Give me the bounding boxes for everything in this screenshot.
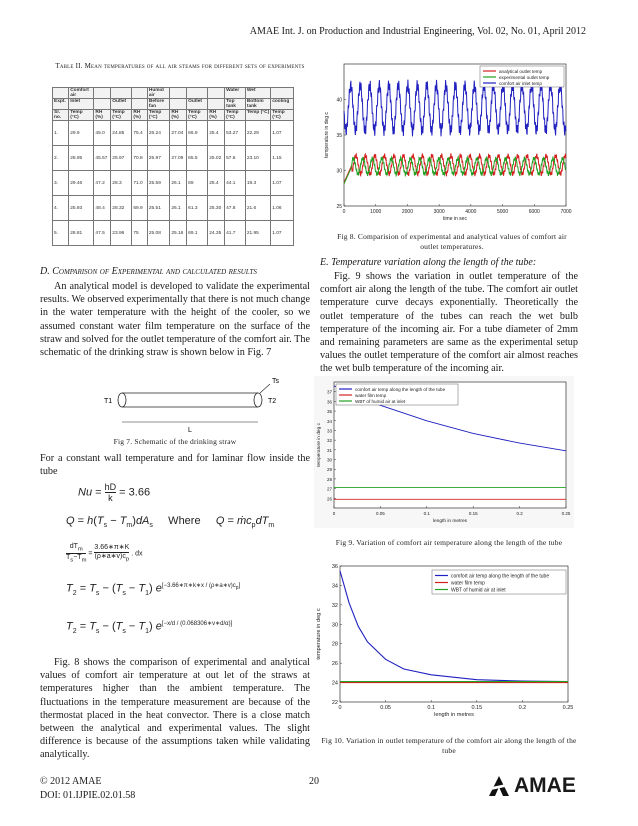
table-cell: [53, 88, 69, 99]
y-tick-label: 22: [331, 700, 338, 706]
table-cell: 53.27: [225, 121, 246, 146]
table-cell: 75: [132, 221, 148, 246]
x-tick-label: 4000: [465, 209, 477, 215]
amae-logo-icon: [488, 775, 510, 797]
table-cell: 75.4: [132, 121, 148, 146]
amae-logo: AMAE: [488, 774, 576, 798]
x-tick-label: 0.1: [423, 511, 430, 516]
y-tick-label: 26: [326, 496, 332, 502]
table-cell: 25.16: [170, 221, 187, 246]
table-cell: Temp (°C): [69, 110, 94, 121]
legend-label: water film temp: [355, 393, 387, 398]
doi: DOI: 01.IJPIE.02.01.58: [40, 790, 136, 801]
table-cell: 19.3: [245, 171, 270, 196]
x-tick-label: 0.05: [376, 511, 385, 516]
table-cell: cooling: [271, 99, 294, 110]
table-cell: RH (%): [94, 110, 111, 121]
table-cell: 25.4: [208, 121, 225, 146]
table-cell: 29.46: [69, 171, 94, 196]
table-cell: 28.32: [111, 196, 132, 221]
table-cell: 22.29: [245, 121, 270, 146]
table-cell: 29.9: [69, 121, 94, 146]
x-tick-label: 0: [332, 511, 336, 516]
fig9-caption: Fig 9. Variation of comfort air temperature along the length of the tube: [335, 538, 563, 547]
table-cell: 70.8: [132, 146, 148, 171]
table-cell: 28.81: [69, 221, 94, 246]
table-cell: 25.97: [111, 146, 132, 171]
table-cell: 1.15: [271, 146, 294, 171]
table-cell: 25.93: [69, 196, 94, 221]
y-tick-label: 28: [331, 641, 338, 648]
table-cell: Temp (°C): [271, 110, 294, 121]
table-cell: 1.07: [271, 221, 294, 246]
y-tick-label: 28: [326, 476, 332, 482]
page-number: 20: [309, 776, 319, 787]
x-tick-label: 0: [342, 209, 346, 215]
table-cell: [132, 88, 148, 99]
table-cell: 23.10: [245, 146, 270, 171]
table-cell: 47.8: [225, 196, 246, 221]
table-cell: [208, 99, 225, 110]
table-cell: [94, 88, 111, 99]
table-cell: [170, 99, 187, 110]
table-cell: 21.95: [245, 221, 270, 246]
table-cell: Wet: [245, 88, 270, 99]
table-cell: 45.57: [94, 146, 111, 171]
legend-label: comfort air temp along the length of the tube: [451, 573, 550, 580]
table-cell: RH (%): [208, 110, 225, 121]
legend-label: analytical outlet temp: [499, 69, 543, 74]
table-cell: [132, 99, 148, 110]
table-cell: [111, 88, 132, 99]
section-e-heading: E. Temperature variation along the length of the tube:: [320, 257, 537, 268]
table-cell: [170, 88, 187, 99]
fig10-chart: [310, 560, 578, 728]
ts-label: Ts: [272, 378, 279, 385]
table-cell: 57.6: [225, 146, 246, 171]
table-cell: 28.3: [111, 171, 132, 196]
table-cell: 69: [187, 171, 208, 196]
copyright: © 2012 AMAE: [40, 776, 102, 787]
x-tick-label: 5000: [497, 209, 509, 215]
table-caption: Table II. Mean temperatures of all air steams for different sets of experiments: [55, 62, 305, 70]
table-cell: 3.: [53, 171, 69, 196]
x-axis-label: length in metres: [432, 519, 468, 524]
table-row: [53, 196, 294, 221]
table-cell: 71.0: [132, 171, 148, 196]
table-cell: Outlet: [187, 99, 208, 110]
x-tick-label: 0.2: [518, 705, 527, 711]
table-row: [53, 171, 294, 196]
x-tick-label: 7000: [560, 209, 572, 215]
x-tick-label: 0.25: [561, 511, 571, 516]
y-tick-label: 36: [331, 564, 338, 570]
table-cell: 25.59: [147, 171, 169, 196]
fig7-caption: Fig 7. Schematic of the drinking straw: [113, 437, 237, 446]
x-tick-label: 3000: [433, 209, 445, 215]
x-tick-label: 2000: [401, 209, 413, 215]
y-tick-label: 40: [336, 97, 342, 104]
y-tick-label: 34: [326, 418, 332, 424]
y-tick-label: 29: [326, 467, 332, 473]
t2-label: T2: [268, 398, 277, 405]
table-row: [53, 99, 294, 110]
legend-label: comfort air inlet temp: [499, 81, 542, 86]
table-cell: 28.95: [69, 146, 94, 171]
table-cell: 65.5: [187, 146, 208, 171]
y-tick-label: 30: [336, 168, 342, 175]
table-cell: 1.06: [271, 196, 294, 221]
table-cell: Temp (°C): [111, 110, 132, 121]
table-cell: 24.85: [111, 121, 132, 146]
table-cell: Outlet: [111, 99, 132, 110]
y-tick-label: 36: [326, 399, 332, 405]
table-cell: 69.1: [187, 221, 208, 246]
table-cell: 25.02: [208, 146, 225, 171]
legend-label: WBT of humid air at inlet: [355, 399, 406, 404]
table-cell: Top tank: [225, 99, 246, 110]
table-cell: 25.97: [147, 146, 169, 171]
table-cell: Temp (°C): [187, 110, 208, 121]
table-cell: 5.: [53, 221, 69, 246]
laminar-flow-paragraph: For a constant wall temperature and for laminar flow inside the tube: [40, 453, 310, 478]
y-tick-label: 33: [326, 428, 332, 434]
y-axis-label: temperature in deg c: [324, 112, 330, 158]
table-cell: RH (%): [132, 110, 148, 121]
table-cell: Inlet: [69, 99, 94, 110]
table-cell: 27.04: [170, 121, 187, 146]
x-tick-label: 0: [338, 705, 342, 711]
table-cell: 25.30: [208, 196, 225, 221]
table-row: [53, 121, 294, 146]
nusselt-equation: Nu = $\frac{hD}{k}$ = 3.66: [78, 482, 151, 503]
table-row: [53, 221, 294, 246]
table-cell: 61.3: [187, 196, 208, 221]
table-cell: 44.1: [225, 171, 246, 196]
table-cell: 47.5: [94, 221, 111, 246]
table-cell: 26.24: [147, 121, 169, 146]
table-cell: 48.4: [94, 196, 111, 221]
outlet-temp-equation-1: $T_2 = T_s - (T_s - T_1)$ e[−3.66∗π∗k∗x / (ρ∗a∗v)cp]: [66, 582, 241, 597]
section-d-heading: D. Comparison of Experimental and calculated results: [40, 266, 257, 277]
table-cell: 27.09: [170, 146, 187, 171]
table-cell: [271, 88, 294, 99]
table-cell: 23.96: [111, 221, 132, 246]
table-cell: Before fan: [147, 99, 169, 110]
table-cell: 69.9: [132, 196, 148, 221]
table-cell: 47.2: [94, 171, 111, 196]
running-header: AMAE Int. J. on Production and Industrial Engineering, Vol. 02, No. 01, April 2012: [249, 26, 586, 37]
table-cell: Humid air: [147, 88, 169, 99]
section-e-paragraph: Fig. 9 shows the variation in outlet temperature of the comfort air along the length of the tube. The comfort air outlet temperature curve decays exponentially. Theoretically the outlet temperature of the tubes can reach the wet bulb temperature of the incoming air. For a tube diameter of 2mm and remaining parameters are same as the experimental setup values the outlet temperature of the comfort air almost reaches the wet bulb temperature of the incoming air.: [320, 271, 578, 375]
table-cell: 4.: [53, 196, 69, 221]
x-tick-label: 0.1: [427, 705, 436, 711]
table-cell: 25.4: [208, 171, 225, 196]
table-row: [53, 110, 294, 121]
table-cell: 24.35: [208, 221, 225, 246]
legend-label: comfort air temp along the length of the tube: [355, 387, 446, 392]
legend-label: experimental outlet temp: [499, 75, 550, 80]
table-cell: Water: [225, 88, 246, 99]
table-cell: Temp (°C): [245, 110, 270, 121]
x-tick-label: 0.25: [562, 705, 574, 711]
table-row: [53, 146, 294, 171]
y-tick-label: 27: [326, 486, 332, 492]
table-cell: 25.51: [147, 196, 169, 221]
differential-equation: $dT_m$ $T_s-T_m$ = $\frac{3.66∗\pi∗K}{(\rho∗a∗v)c_p}$ . dx: [66, 543, 143, 564]
x-tick-label: 0.2: [516, 511, 523, 516]
x-tick-label: 0.15: [468, 511, 478, 516]
y-tick-label: 32: [331, 602, 338, 609]
table-cell: RH (%): [170, 110, 187, 121]
table-cell: [94, 99, 111, 110]
heat-transfer-equation: $Q = h(T_s - T_m)dA_s$ Where $Q = ṁc_pdT_m$: [66, 515, 275, 530]
legend-label: WBT of humid air at inlet: [451, 587, 506, 594]
y-axis-label: temperature in deg c: [317, 423, 322, 467]
y-tick-label: 35: [336, 133, 342, 139]
x-tick-label: 0.15: [471, 705, 483, 711]
results-table: [52, 87, 294, 246]
fig9-chart: [314, 376, 574, 528]
x-axis-label: length in metres: [434, 712, 474, 718]
y-tick-label: 37: [326, 389, 332, 395]
table-cell: 26.1: [170, 196, 187, 221]
fig10-caption: Fig 10. Variation in outlet temperature of the comfort air along the length of the tube: [321, 736, 577, 755]
table-cell: 45.0: [94, 121, 111, 146]
y-tick-label: 26: [331, 661, 338, 668]
fig8-discussion-paragraph: Fig. 8 shows the comparison of experimental and analytical values of comfort air temperature at out let of the straws at temperatures higher than the ambient temperature. The fluctuations in the temperature measurement are because of the thermostat placed in the heat convector. There is a close match between the analytical and experimental values. The slight difference is because of the assumptions taken while validating analytically.: [40, 657, 310, 761]
table-cell: 1.07: [271, 121, 294, 146]
table-cell: 26.1: [170, 171, 187, 196]
table-cell: 1.: [53, 121, 69, 146]
table-cell: 2.: [53, 146, 69, 171]
table-cell: [187, 88, 208, 99]
t1-label: T1: [104, 398, 113, 405]
x-tick-label: 1000: [370, 209, 382, 215]
x-tick-label: 6000: [528, 209, 540, 215]
y-tick-label: 32: [326, 438, 332, 444]
y-tick-label: 25: [336, 204, 342, 210]
table-cell: [208, 88, 225, 99]
fig8-chart: [322, 58, 574, 226]
y-tick-label: 30: [326, 457, 332, 463]
table-row: [53, 88, 294, 99]
table-cell: Temp (°C): [147, 110, 169, 121]
table-cell: Bottom tank: [245, 99, 270, 110]
fig8-caption: Fig 8. Comparision of experimental and analytical values of comfort air outlet temperatures.: [337, 232, 567, 251]
x-axis-label: time in sec: [443, 216, 467, 222]
y-axis-label: temperature in deg c: [316, 608, 322, 660]
straw-schematic: [100, 370, 310, 440]
table-cell: 25.08: [147, 221, 169, 246]
y-tick-label: 31: [326, 447, 332, 453]
table-cell: Comfort air: [69, 88, 94, 99]
table-cell: Expt.: [53, 99, 69, 110]
y-tick-label: 24: [331, 680, 338, 687]
table-cell: 66.9: [187, 121, 208, 146]
table-cell: 1.07: [271, 171, 294, 196]
table-cell: 41.7: [225, 221, 246, 246]
x-tick-label: 0.05: [380, 705, 391, 711]
legend-label: water film temp: [451, 580, 485, 587]
y-tick-label: 34: [331, 583, 338, 590]
section-d-paragraph: An analytical model is developed to validate the experimental results. We observed experimentally that there is not much change in the water temperature with the height of the cooler, so we assumed constant water film temperature on the surface of the straw and solved for the outlet temperature of the comfort air. The schematic of the drinking straw is shown below in Fig. 7: [40, 281, 311, 359]
length-label: L: [188, 427, 192, 434]
y-tick-label: 35: [326, 409, 332, 415]
table-cell: Temp (°C): [225, 110, 246, 121]
y-tick-label: 30: [331, 622, 338, 629]
table-cell: 21.6: [245, 196, 270, 221]
outlet-temp-equation-2: $T_2 = T_s - (T_s - T_1)$ e[−x/d / (0.068306∗v∗d/α)]: [66, 620, 233, 635]
table-cell: Sr. no.: [53, 110, 69, 121]
